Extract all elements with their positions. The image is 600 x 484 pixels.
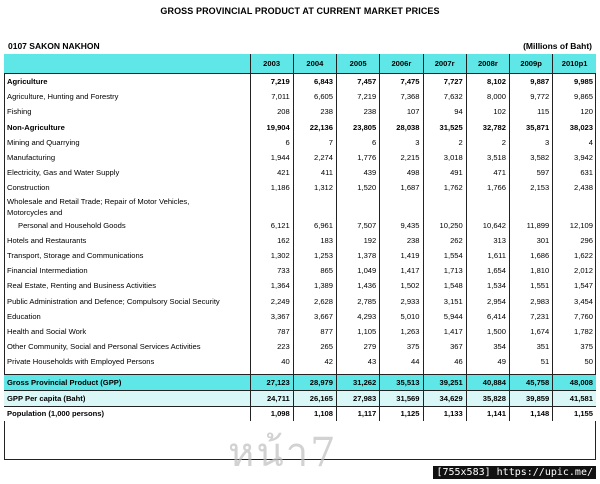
value-cell: 3,454 <box>553 293 596 308</box>
value-cell: 1,417 <box>423 324 466 339</box>
value-cell: 8,102 <box>466 74 509 90</box>
value-cell: 192 <box>337 233 380 248</box>
row-label: Other Community, Social and Personal Services Activities <box>7 342 201 352</box>
value-cell <box>423 196 466 207</box>
value-cell: 1,554 <box>423 248 466 263</box>
table-row <box>4 339 596 354</box>
value-cell: 12,109 <box>553 218 596 233</box>
watermark: หน้า7 <box>228 430 338 476</box>
value-cell: 1,186 <box>250 180 293 195</box>
value-cell: 5,010 <box>380 309 423 324</box>
row-label: Fishing <box>7 107 32 117</box>
value-cell: 1,713 <box>423 263 466 278</box>
value-cell: 6,843 <box>293 74 336 90</box>
value-cell: 1,548 <box>423 278 466 293</box>
value-cell: 8,000 <box>466 89 509 104</box>
value-cell <box>466 196 509 207</box>
table-row <box>4 293 596 308</box>
table-row <box>4 263 596 278</box>
value-cell: 2,785 <box>337 293 380 308</box>
value-cell: 2,249 <box>250 293 293 308</box>
value-cell: 2,628 <box>293 293 336 308</box>
value-cell: 238 <box>293 104 336 119</box>
value-cell: 787 <box>250 324 293 339</box>
value-cell: 43 <box>337 354 380 369</box>
value-cell: 1,108 <box>293 406 336 421</box>
value-cell: 1,500 <box>466 324 509 339</box>
value-cell: 1,105 <box>337 324 380 339</box>
row-label: Agriculture <box>7 77 48 87</box>
value-cell: 40,884 <box>466 375 509 391</box>
value-cell: 1,534 <box>466 278 509 293</box>
row-label: Public Administration and Defence; Compulsory Social Security <box>7 296 220 306</box>
value-cell: 471 <box>466 165 509 180</box>
value-cell <box>337 207 380 218</box>
value-cell: 375 <box>553 339 596 354</box>
value-cell: 354 <box>466 339 509 354</box>
table-row <box>4 165 596 180</box>
value-cell: 597 <box>510 165 553 180</box>
value-cell: 24,711 <box>250 390 293 406</box>
value-cell: 1,687 <box>380 180 423 195</box>
value-cell: 262 <box>423 233 466 248</box>
year-header-row <box>4 54 596 74</box>
table-row <box>4 390 596 406</box>
value-cell <box>250 196 293 207</box>
value-cell: 733 <box>250 263 293 278</box>
row-label: Electricity, Gas and Water Supply <box>7 168 120 178</box>
value-cell <box>337 196 380 207</box>
table-row <box>4 196 596 207</box>
value-cell: 1,263 <box>380 324 423 339</box>
value-cell: 1,302 <box>250 248 293 263</box>
label-header <box>4 54 250 74</box>
value-cell: 22,136 <box>293 120 336 135</box>
value-cell: 39,251 <box>423 375 466 391</box>
value-cell: 28,038 <box>380 120 423 135</box>
table-row <box>4 354 596 369</box>
value-cell: 31,262 <box>337 375 380 391</box>
value-cell: 7,368 <box>380 89 423 104</box>
value-cell: 491 <box>423 165 466 180</box>
province-code: 0107 SAKON NAKHON <box>8 41 100 51</box>
value-cell: 1,148 <box>510 406 553 421</box>
year-header: 2003 <box>250 54 293 74</box>
table-row <box>4 135 596 150</box>
value-cell: 1,364 <box>250 278 293 293</box>
table-row <box>4 309 596 324</box>
value-cell: 238 <box>380 233 423 248</box>
table-row <box>4 104 596 119</box>
table-body <box>4 74 596 422</box>
table-row <box>4 207 596 218</box>
value-cell: 1,117 <box>337 406 380 421</box>
value-cell: 2 <box>466 135 509 150</box>
row-label: Private Households with Employed Persons <box>7 357 155 367</box>
year-header: 2006r <box>380 54 423 74</box>
table-row <box>4 180 596 195</box>
row-label: Population (1,000 persons) <box>4 406 250 421</box>
value-cell: 1,611 <box>466 248 509 263</box>
value-cell: 27,983 <box>337 390 380 406</box>
report-title: GROSS PROVINCIAL PRODUCT AT CURRENT MARKET PRICES <box>160 6 440 16</box>
value-cell: 3,018 <box>423 150 466 165</box>
row-label: Motorcycles and <box>7 207 63 217</box>
row-label: Gross Provincial Product (GPP) <box>4 375 250 391</box>
value-cell: 7,727 <box>423 74 466 90</box>
value-cell: 115 <box>510 104 553 119</box>
value-cell: 2,215 <box>380 150 423 165</box>
value-cell: 1,141 <box>466 406 509 421</box>
value-cell: 1,419 <box>380 248 423 263</box>
value-cell: 5,944 <box>423 309 466 324</box>
value-cell: 162 <box>250 233 293 248</box>
value-cell: 120 <box>553 104 596 119</box>
value-cell: 1,622 <box>553 248 596 263</box>
value-cell: 208 <box>250 104 293 119</box>
value-cell: 1,654 <box>466 263 509 278</box>
value-cell: 498 <box>380 165 423 180</box>
row-label: Agriculture, Hunting and Forestry <box>7 92 119 102</box>
value-cell: 421 <box>250 165 293 180</box>
value-cell <box>466 207 509 218</box>
value-cell: 1,502 <box>380 278 423 293</box>
value-cell: 7,760 <box>553 309 596 324</box>
year-header: 2007r <box>423 54 466 74</box>
value-cell: 7,219 <box>337 89 380 104</box>
value-cell: 877 <box>293 324 336 339</box>
value-cell: 296 <box>553 233 596 248</box>
value-cell: 28,979 <box>293 375 336 391</box>
row-label: Health and Social Work <box>7 326 87 336</box>
value-cell: 2,954 <box>466 293 509 308</box>
value-cell: 351 <box>510 339 553 354</box>
row-label: Wholesale and Retail Trade; Repair of Motor Vehicles, <box>7 196 190 206</box>
value-cell: 34,629 <box>423 390 466 406</box>
value-cell: 102 <box>466 104 509 119</box>
value-cell: 27,123 <box>250 375 293 391</box>
value-cell: 238 <box>337 104 380 119</box>
value-cell: 35,513 <box>380 375 423 391</box>
value-cell: 41,581 <box>553 390 596 406</box>
value-cell <box>293 207 336 218</box>
value-cell: 1,155 <box>553 406 596 421</box>
value-cell: 1,098 <box>250 406 293 421</box>
value-cell: 865 <box>293 263 336 278</box>
value-cell: 1,125 <box>380 406 423 421</box>
value-cell: 49 <box>466 354 509 369</box>
value-cell: 183 <box>293 233 336 248</box>
value-cell: 7,475 <box>380 74 423 90</box>
value-cell: 46 <box>423 354 466 369</box>
value-cell: 6,121 <box>250 218 293 233</box>
value-cell: 1,389 <box>293 278 336 293</box>
table-row <box>4 218 596 233</box>
value-cell: 42 <box>293 354 336 369</box>
image-size-badge: [755x583] https://upic.me/ <box>433 466 596 479</box>
table-row <box>4 74 596 90</box>
table-row <box>4 233 596 248</box>
value-cell: 1,782 <box>553 324 596 339</box>
value-cell: 2,438 <box>553 180 596 195</box>
value-cell: 265 <box>293 339 336 354</box>
value-cell: 3,582 <box>510 150 553 165</box>
value-cell: 2,274 <box>293 150 336 165</box>
value-cell: 45,758 <box>510 375 553 391</box>
table-row <box>4 89 596 104</box>
value-cell: 26,165 <box>293 390 336 406</box>
table-row <box>4 120 596 135</box>
value-cell: 7,231 <box>510 309 553 324</box>
value-cell: 3,151 <box>423 293 466 308</box>
year-header: 2008r <box>466 54 509 74</box>
row-label: Real Estate, Renting and Business Activities <box>7 281 157 291</box>
value-cell: 1,551 <box>510 278 553 293</box>
value-cell: 4,293 <box>337 309 380 324</box>
value-cell: 35,871 <box>510 120 553 135</box>
value-cell: 50 <box>553 354 596 369</box>
row-label: Construction <box>7 183 50 193</box>
value-cell: 1,378 <box>337 248 380 263</box>
value-cell: 631 <box>553 165 596 180</box>
value-cell: 301 <box>510 233 553 248</box>
value-cell: 1,766 <box>466 180 509 195</box>
value-cell: 23,805 <box>337 120 380 135</box>
row-label: Hotels and Restaurants <box>7 235 87 245</box>
value-cell: 1,944 <box>250 150 293 165</box>
value-cell: 1,049 <box>337 263 380 278</box>
value-cell: 6,414 <box>466 309 509 324</box>
value-cell: 1,253 <box>293 248 336 263</box>
year-header: 2009p <box>510 54 553 74</box>
value-cell: 7,632 <box>423 89 466 104</box>
table-row <box>4 324 596 339</box>
row-label: Manufacturing <box>7 153 56 163</box>
value-cell: 2,153 <box>510 180 553 195</box>
row-label: GPP Per capita (Baht) <box>4 390 250 406</box>
value-cell: 10,250 <box>423 218 466 233</box>
unit-label: (Millions of Baht) <box>523 41 592 51</box>
row-label: Financial Intermediation <box>7 266 88 276</box>
value-cell: 6,605 <box>293 89 336 104</box>
table-row <box>4 278 596 293</box>
value-cell: 107 <box>380 104 423 119</box>
value-cell: 94 <box>423 104 466 119</box>
value-cell <box>380 207 423 218</box>
value-cell: 3,667 <box>293 309 336 324</box>
value-cell: 3 <box>510 135 553 150</box>
value-cell: 6,961 <box>293 218 336 233</box>
value-cell: 31,569 <box>380 390 423 406</box>
value-cell: 38,023 <box>553 120 596 135</box>
value-cell: 1,674 <box>510 324 553 339</box>
value-cell: 1,312 <box>293 180 336 195</box>
value-cell: 35,828 <box>466 390 509 406</box>
value-cell: 1,133 <box>423 406 466 421</box>
year-header: 2010p1 <box>553 54 596 74</box>
value-cell: 367 <box>423 339 466 354</box>
value-cell: 48,008 <box>553 375 596 391</box>
value-cell: 10,642 <box>466 218 509 233</box>
value-cell: 2,012 <box>553 263 596 278</box>
gpp-table <box>4 54 596 421</box>
value-cell: 32,782 <box>466 120 509 135</box>
value-cell: 6 <box>250 135 293 150</box>
value-cell: 9,772 <box>510 89 553 104</box>
value-cell: 44 <box>380 354 423 369</box>
value-cell: 9,865 <box>553 89 596 104</box>
value-cell <box>423 207 466 218</box>
value-cell: 313 <box>466 233 509 248</box>
year-header: 2005 <box>337 54 380 74</box>
value-cell: 7 <box>293 135 336 150</box>
value-cell <box>250 207 293 218</box>
value-cell: 3,367 <box>250 309 293 324</box>
value-cell: 1,547 <box>553 278 596 293</box>
value-cell: 439 <box>337 165 380 180</box>
value-cell: 3 <box>380 135 423 150</box>
value-cell <box>553 196 596 207</box>
value-cell: 9,435 <box>380 218 423 233</box>
value-cell: 6 <box>337 135 380 150</box>
value-cell: 31,525 <box>423 120 466 135</box>
value-cell: 9,985 <box>553 74 596 90</box>
value-cell: 51 <box>510 354 553 369</box>
value-cell <box>380 196 423 207</box>
value-cell: 39,859 <box>510 390 553 406</box>
value-cell: 411 <box>293 165 336 180</box>
value-cell: 279 <box>337 339 380 354</box>
value-cell: 1,686 <box>510 248 553 263</box>
table-row <box>4 248 596 263</box>
row-label: Mining and Quarrying <box>7 137 80 147</box>
value-cell: 1,436 <box>337 278 380 293</box>
value-cell: 19,904 <box>250 120 293 135</box>
value-cell: 3,518 <box>466 150 509 165</box>
value-cell: 11,899 <box>510 218 553 233</box>
value-cell <box>553 207 596 218</box>
value-cell: 2 <box>423 135 466 150</box>
value-cell: 40 <box>250 354 293 369</box>
row-label: Personal and Household Goods <box>18 220 126 230</box>
value-cell: 9,887 <box>510 74 553 90</box>
value-cell: 4 <box>553 135 596 150</box>
table-row <box>4 150 596 165</box>
value-cell: 223 <box>250 339 293 354</box>
value-cell <box>510 207 553 218</box>
value-cell: 1,776 <box>337 150 380 165</box>
value-cell: 1,520 <box>337 180 380 195</box>
year-header: 2004 <box>293 54 336 74</box>
value-cell: 2,933 <box>380 293 423 308</box>
row-label: Education <box>7 311 41 321</box>
value-cell: 1,810 <box>510 263 553 278</box>
row-label: Transport, Storage and Communications <box>7 250 144 260</box>
table-row <box>4 406 596 421</box>
table-row <box>4 375 596 391</box>
value-cell: 2,983 <box>510 293 553 308</box>
value-cell <box>293 196 336 207</box>
value-cell: 7,219 <box>250 74 293 90</box>
value-cell: 3,942 <box>553 150 596 165</box>
value-cell: 7,011 <box>250 89 293 104</box>
value-cell <box>510 196 553 207</box>
row-label: Non-Agriculture <box>7 122 65 132</box>
value-cell: 1,762 <box>423 180 466 195</box>
value-cell: 1,417 <box>380 263 423 278</box>
value-cell: 7,507 <box>337 218 380 233</box>
value-cell: 7,457 <box>337 74 380 90</box>
value-cell: 375 <box>380 339 423 354</box>
